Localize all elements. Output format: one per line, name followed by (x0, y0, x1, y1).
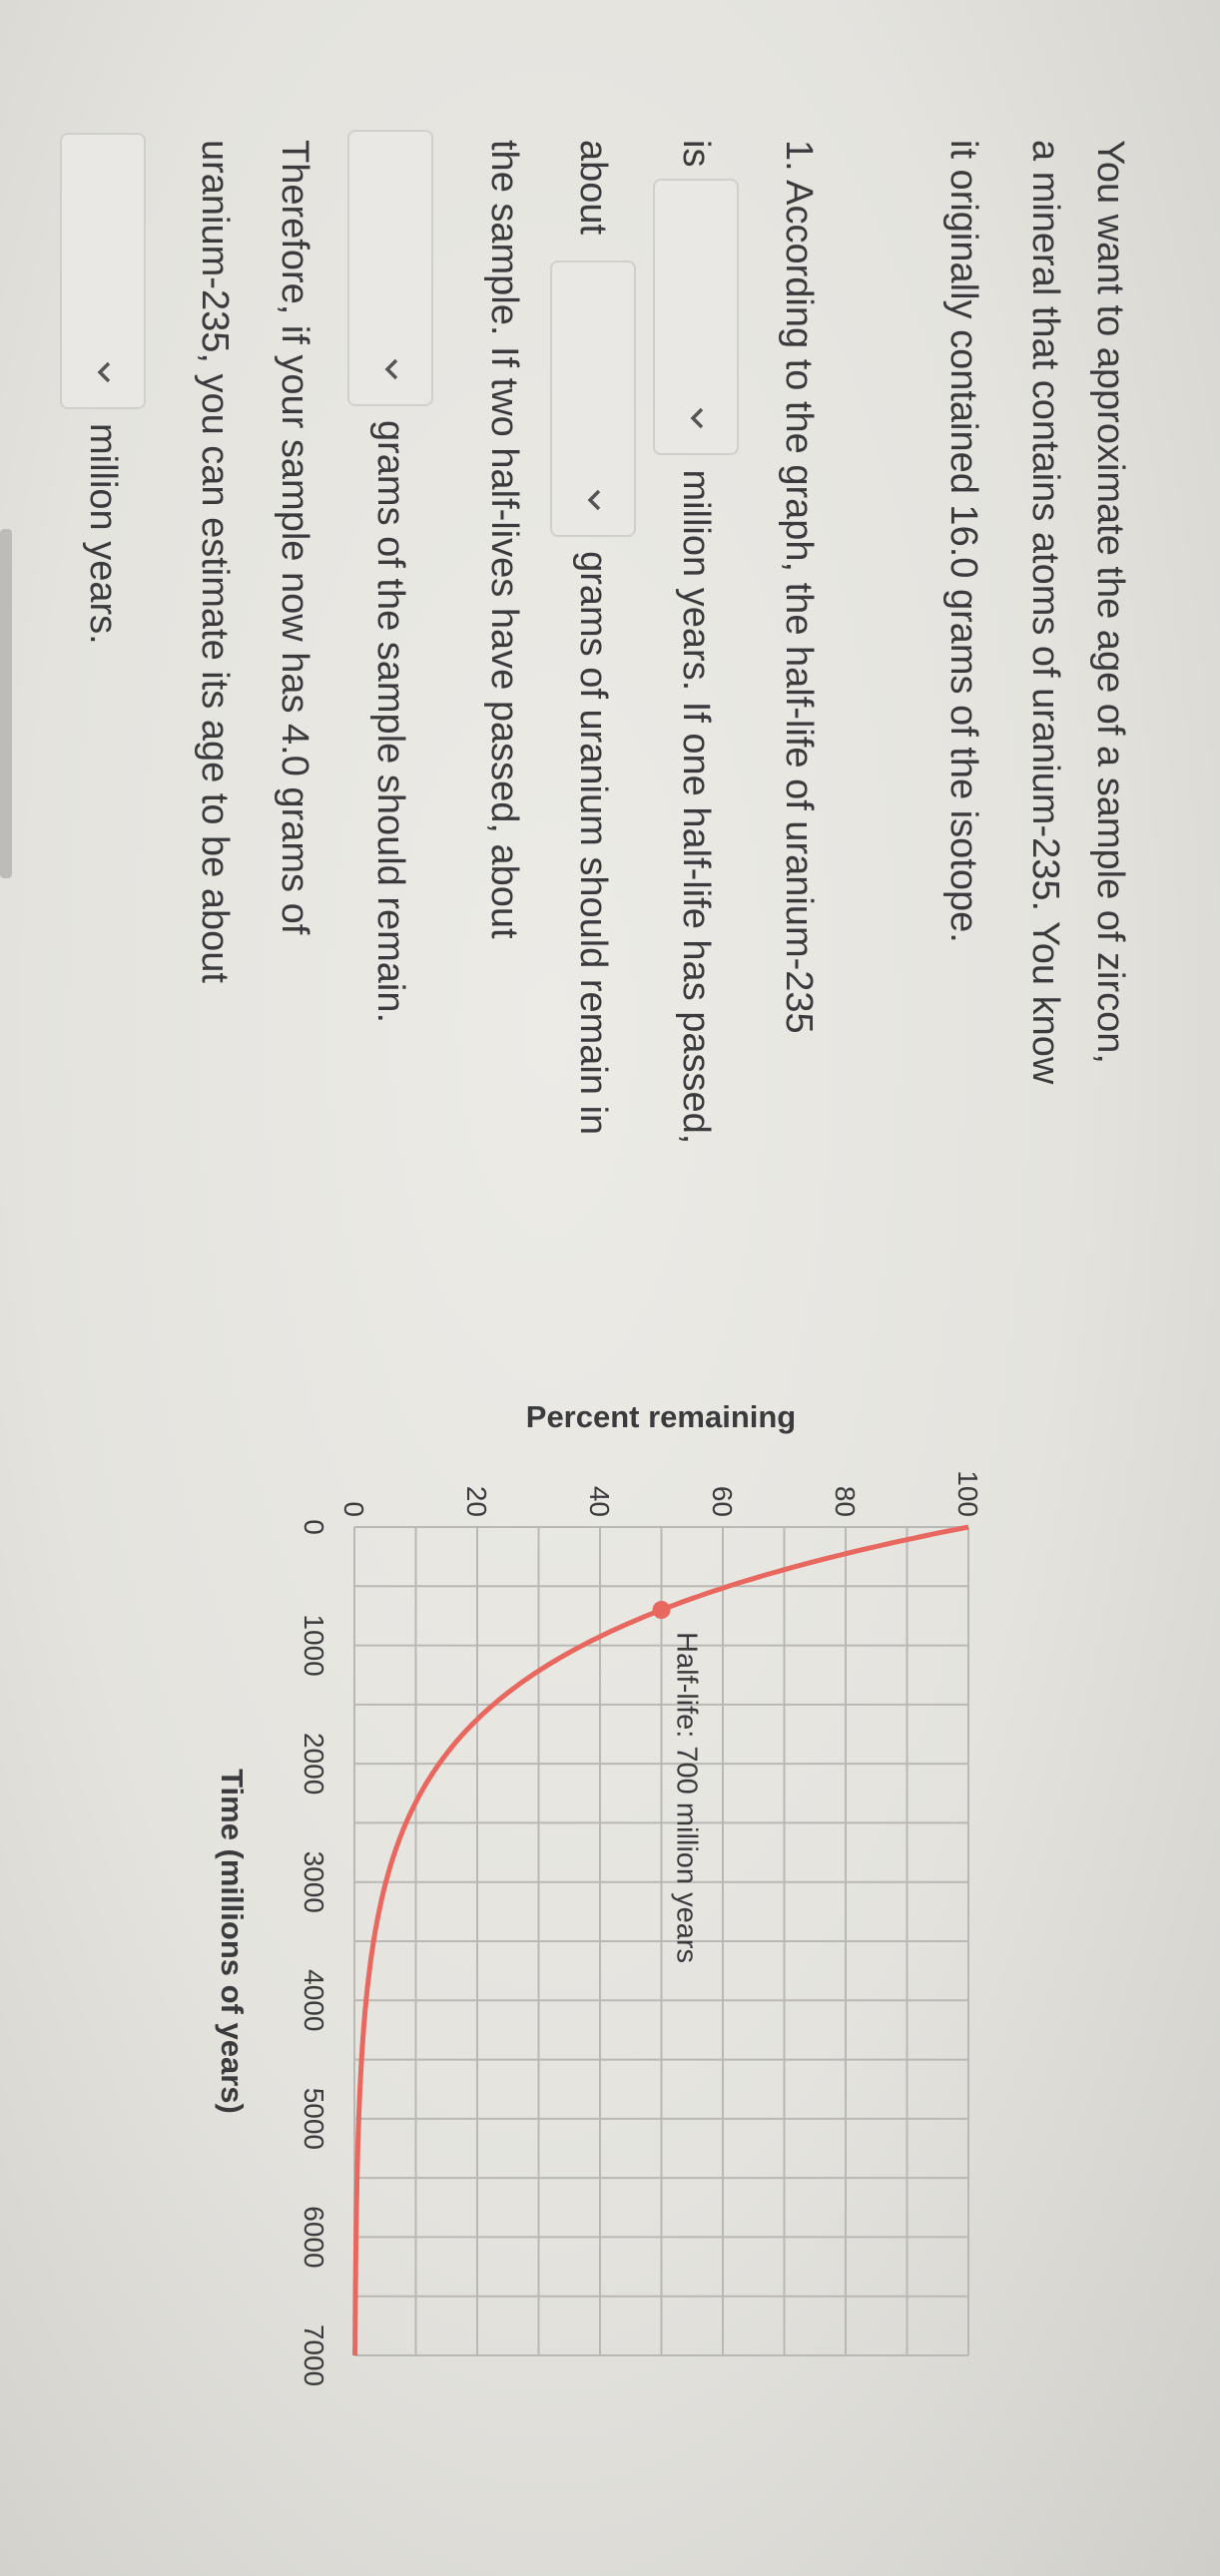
y-axis-title: Percent remaining (525, 1399, 797, 1434)
scrollbar[interactable] (0, 529, 12, 878)
question-line-6: Therefore, if your sample now has 4.0 grams of (274, 140, 316, 935)
intro-line-1: You want to approximate the age of a sample of zircon, (1089, 140, 1132, 1064)
after-select-1-text: million years. If one half-life has passed, (675, 469, 718, 1145)
x-tick-labels (299, 1519, 329, 2386)
y-tick-label: 40 (584, 1485, 615, 1517)
chart-grid (354, 1527, 968, 2355)
x-tick-label: 1000 (299, 1614, 329, 1677)
question-line-4: the sample. If two half-lives have passed, about (483, 140, 526, 939)
after-select-2-text: grams of uranium should remain in (572, 551, 615, 1136)
y-tick-label: 60 (707, 1485, 738, 1517)
question-line-7: uranium-235, you can estimate its age to be about (194, 140, 237, 983)
after-select-4-text: million years. (82, 423, 125, 645)
y-tick-label: 20 (461, 1485, 492, 1517)
x-axis-title: Time (millions of years) (215, 1769, 250, 2114)
question-line-1: 1. According to the graph, the half-life of uranium-235 (778, 140, 821, 1034)
x-tick-label: 0 (299, 1519, 329, 1535)
intro-line-3: it originally contained 16.0 grams of the isotope. (942, 140, 985, 943)
y-tick-labels (338, 1470, 983, 1517)
x-tick-label: 6000 (299, 2206, 329, 2269)
half-life-annotation: Half-life: 700 million years (670, 1632, 703, 1964)
half-life-point (653, 1601, 671, 1619)
about-text: about (572, 140, 615, 236)
y-tick-label: 100 (952, 1470, 983, 1517)
x-tick-label: 7000 (299, 2323, 329, 2387)
after-select-3-text: grams of the sample should remain. (369, 420, 412, 1024)
x-tick-label: 4000 (299, 1969, 329, 2032)
y-tick-label: 0 (338, 1501, 369, 1517)
y-tick-label: 80 (830, 1485, 861, 1517)
intro-line-2: a mineral that contains atoms of uranium-235. You know (1024, 140, 1067, 1085)
x-tick-label: 5000 (299, 2087, 329, 2151)
x-tick-label: 3000 (299, 1850, 329, 1913)
x-tick-label: 2000 (299, 1732, 329, 1796)
is-text: is (675, 140, 718, 168)
